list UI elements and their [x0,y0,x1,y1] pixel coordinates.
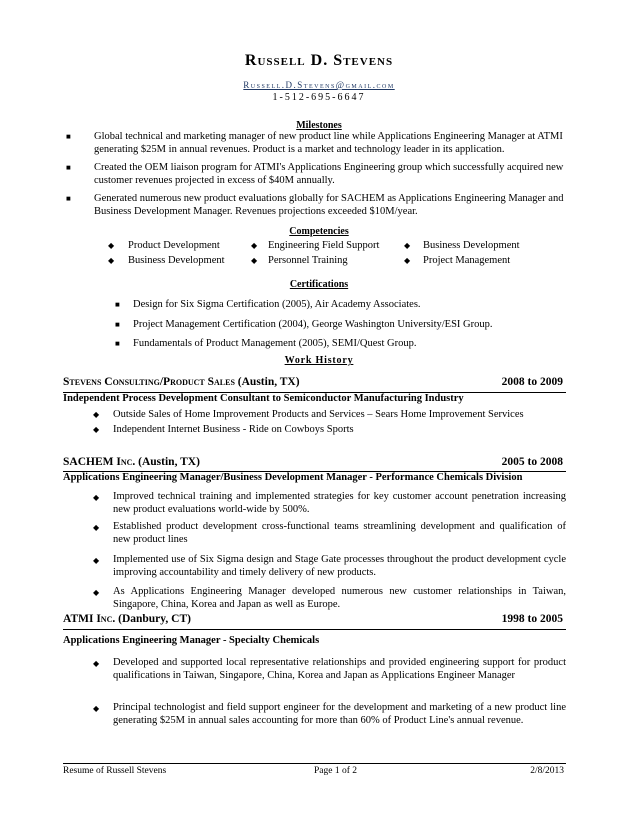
company-name: SACHEM Inc. [63,456,136,468]
job-bullet: As Applications Engineering Manager developed numerous new customer relationships in Taiwan, Singapore, China, Korea and Japan as well as Europe. [113,586,566,610]
job-bullet: Established product development cross-functional teams streamlining development and qualification of new product lines [113,521,566,545]
bullet-icon: ■ [115,320,120,329]
milestone-item: Global technical and marketing manager of new product line while Applications Engineering Manager at ATMI generating $25M in annual revenues. Product is a market and technology leader in its application. [94,131,563,155]
email-link[interactable]: Russell.D.Stevens@gmail.com [243,80,395,90]
job-company [63,456,200,468]
job-company [63,376,300,388]
job-dates: 2008 to 2009 [501,376,563,388]
bullet-icon: ■ [115,300,120,309]
company-name: ATMI Inc. [63,613,116,625]
company-location: (Austin, TX) [138,456,200,468]
diamond-bullet-icon: ◆ [404,256,411,265]
footer-date: 2/8/2013 [530,766,564,776]
milestone-item: Created the OEM liaison program for ATMI's Applications Engineering group which successfully acquired new customer revenues projected in excess of $40M annually. [94,162,564,186]
diamond-bullet-icon: ◆ [93,588,100,597]
company-location: (Austin, TX) [237,376,300,388]
diamond-bullet-icon: ◆ [93,556,100,565]
footer-left: Resume of Russell Stevens [63,766,167,776]
milestone-item: Generated numerous new product evaluations globally for SACHEM as Applications Engineering Manager and Business Development Manager. Revenues projections exceeded $10M/year. [94,193,564,217]
diamond-bullet-icon: ◆ [93,493,100,502]
job-role: Applications Engineering Manager/Business Development Manager - Performance Chemicals Division [63,472,523,483]
job-dates: 1998 to 2005 [501,613,563,625]
diamond-bullet-icon: ◆ [93,704,100,713]
diamond-bullet-icon: ◆ [93,659,100,668]
certification-item: Project Management Certification (2004), George Washington University/ESI Group. [133,319,493,330]
job-bullet: Improved technical training and implemented strategies for key customer account penetration increasing new product evaluations world-wide by 500%. [113,491,566,515]
job-company [63,613,191,625]
job-bullet: Implemented use of Six Sigma design and Stage Gate processes throughout the product development cycle improving accountability and timely delivery of new products. [113,554,566,578]
bullet-icon: ■ [115,339,120,348]
competency-item: Engineering Field Support [268,240,380,251]
certification-item: Design for Six Sigma Certification (2005), Air Academy Associates. [133,299,421,310]
bullet-icon: ■ [66,194,71,203]
company-name: Stevens Consulting/Product Sales [63,376,235,388]
diamond-bullet-icon: ◆ [108,241,115,250]
diamond-bullet-icon: ◆ [108,256,115,265]
bullet-icon: ■ [66,132,71,141]
competency-item: Personnel Training [268,255,348,266]
certifications-heading: Certifications [289,279,349,290]
competencies-heading: Competencies [289,226,349,237]
phone-number: 1-512-695-6647 [272,92,366,103]
competency-item: Product Development [128,240,220,251]
job-role: Applications Engineering Manager - Specialty Chemicals [63,635,320,646]
bullet-icon: ■ [66,163,71,172]
milestones-heading: Milestones [296,120,342,131]
footer-divider [63,763,566,764]
diamond-bullet-icon: ◆ [404,241,411,250]
diamond-bullet-icon: ◆ [93,410,100,419]
job-bullet: Outside Sales of Home Improvement Products and Services – Sears Home Improvement Services [113,409,524,420]
diamond-bullet-icon: ◆ [251,256,258,265]
job-bullet: Independent Internet Business - Ride on Cowboys Sports [113,424,354,435]
certification-item: Fundamentals of Product Management (2005), SEMI/Quest Group. [133,338,417,349]
divider [63,629,566,630]
job-role: Independent Process Development Consultant to Semiconductor Manufacturing Industry [63,393,464,404]
footer-page-number: Page 1 of 2 [314,766,358,776]
diamond-bullet-icon: ◆ [93,425,100,434]
company-location: (Danbury, CT) [118,613,191,625]
diamond-bullet-icon: ◆ [93,523,100,532]
work-history-heading: Work History [284,355,354,366]
competency-item: Business Development [423,240,520,251]
resume-name: Russell D. Stevens [244,52,394,69]
competency-item: Project Management [423,255,511,266]
job-bullet: Principal technologist and field support engineer for the development and marketing of a new product line generating $25M in annual sales accounting for more than 60% of Product Line's annual revenue. [113,702,566,726]
job-dates: 2005 to 2008 [501,456,563,468]
job-bullet: Developed and supported local representative relationships and provided engineering support for product qualifications in Taiwan, Singapore, China, Korea and Japan as Applications Engineer Manager [113,657,566,681]
diamond-bullet-icon: ◆ [251,241,258,250]
competency-item: Business Development [128,255,225,266]
